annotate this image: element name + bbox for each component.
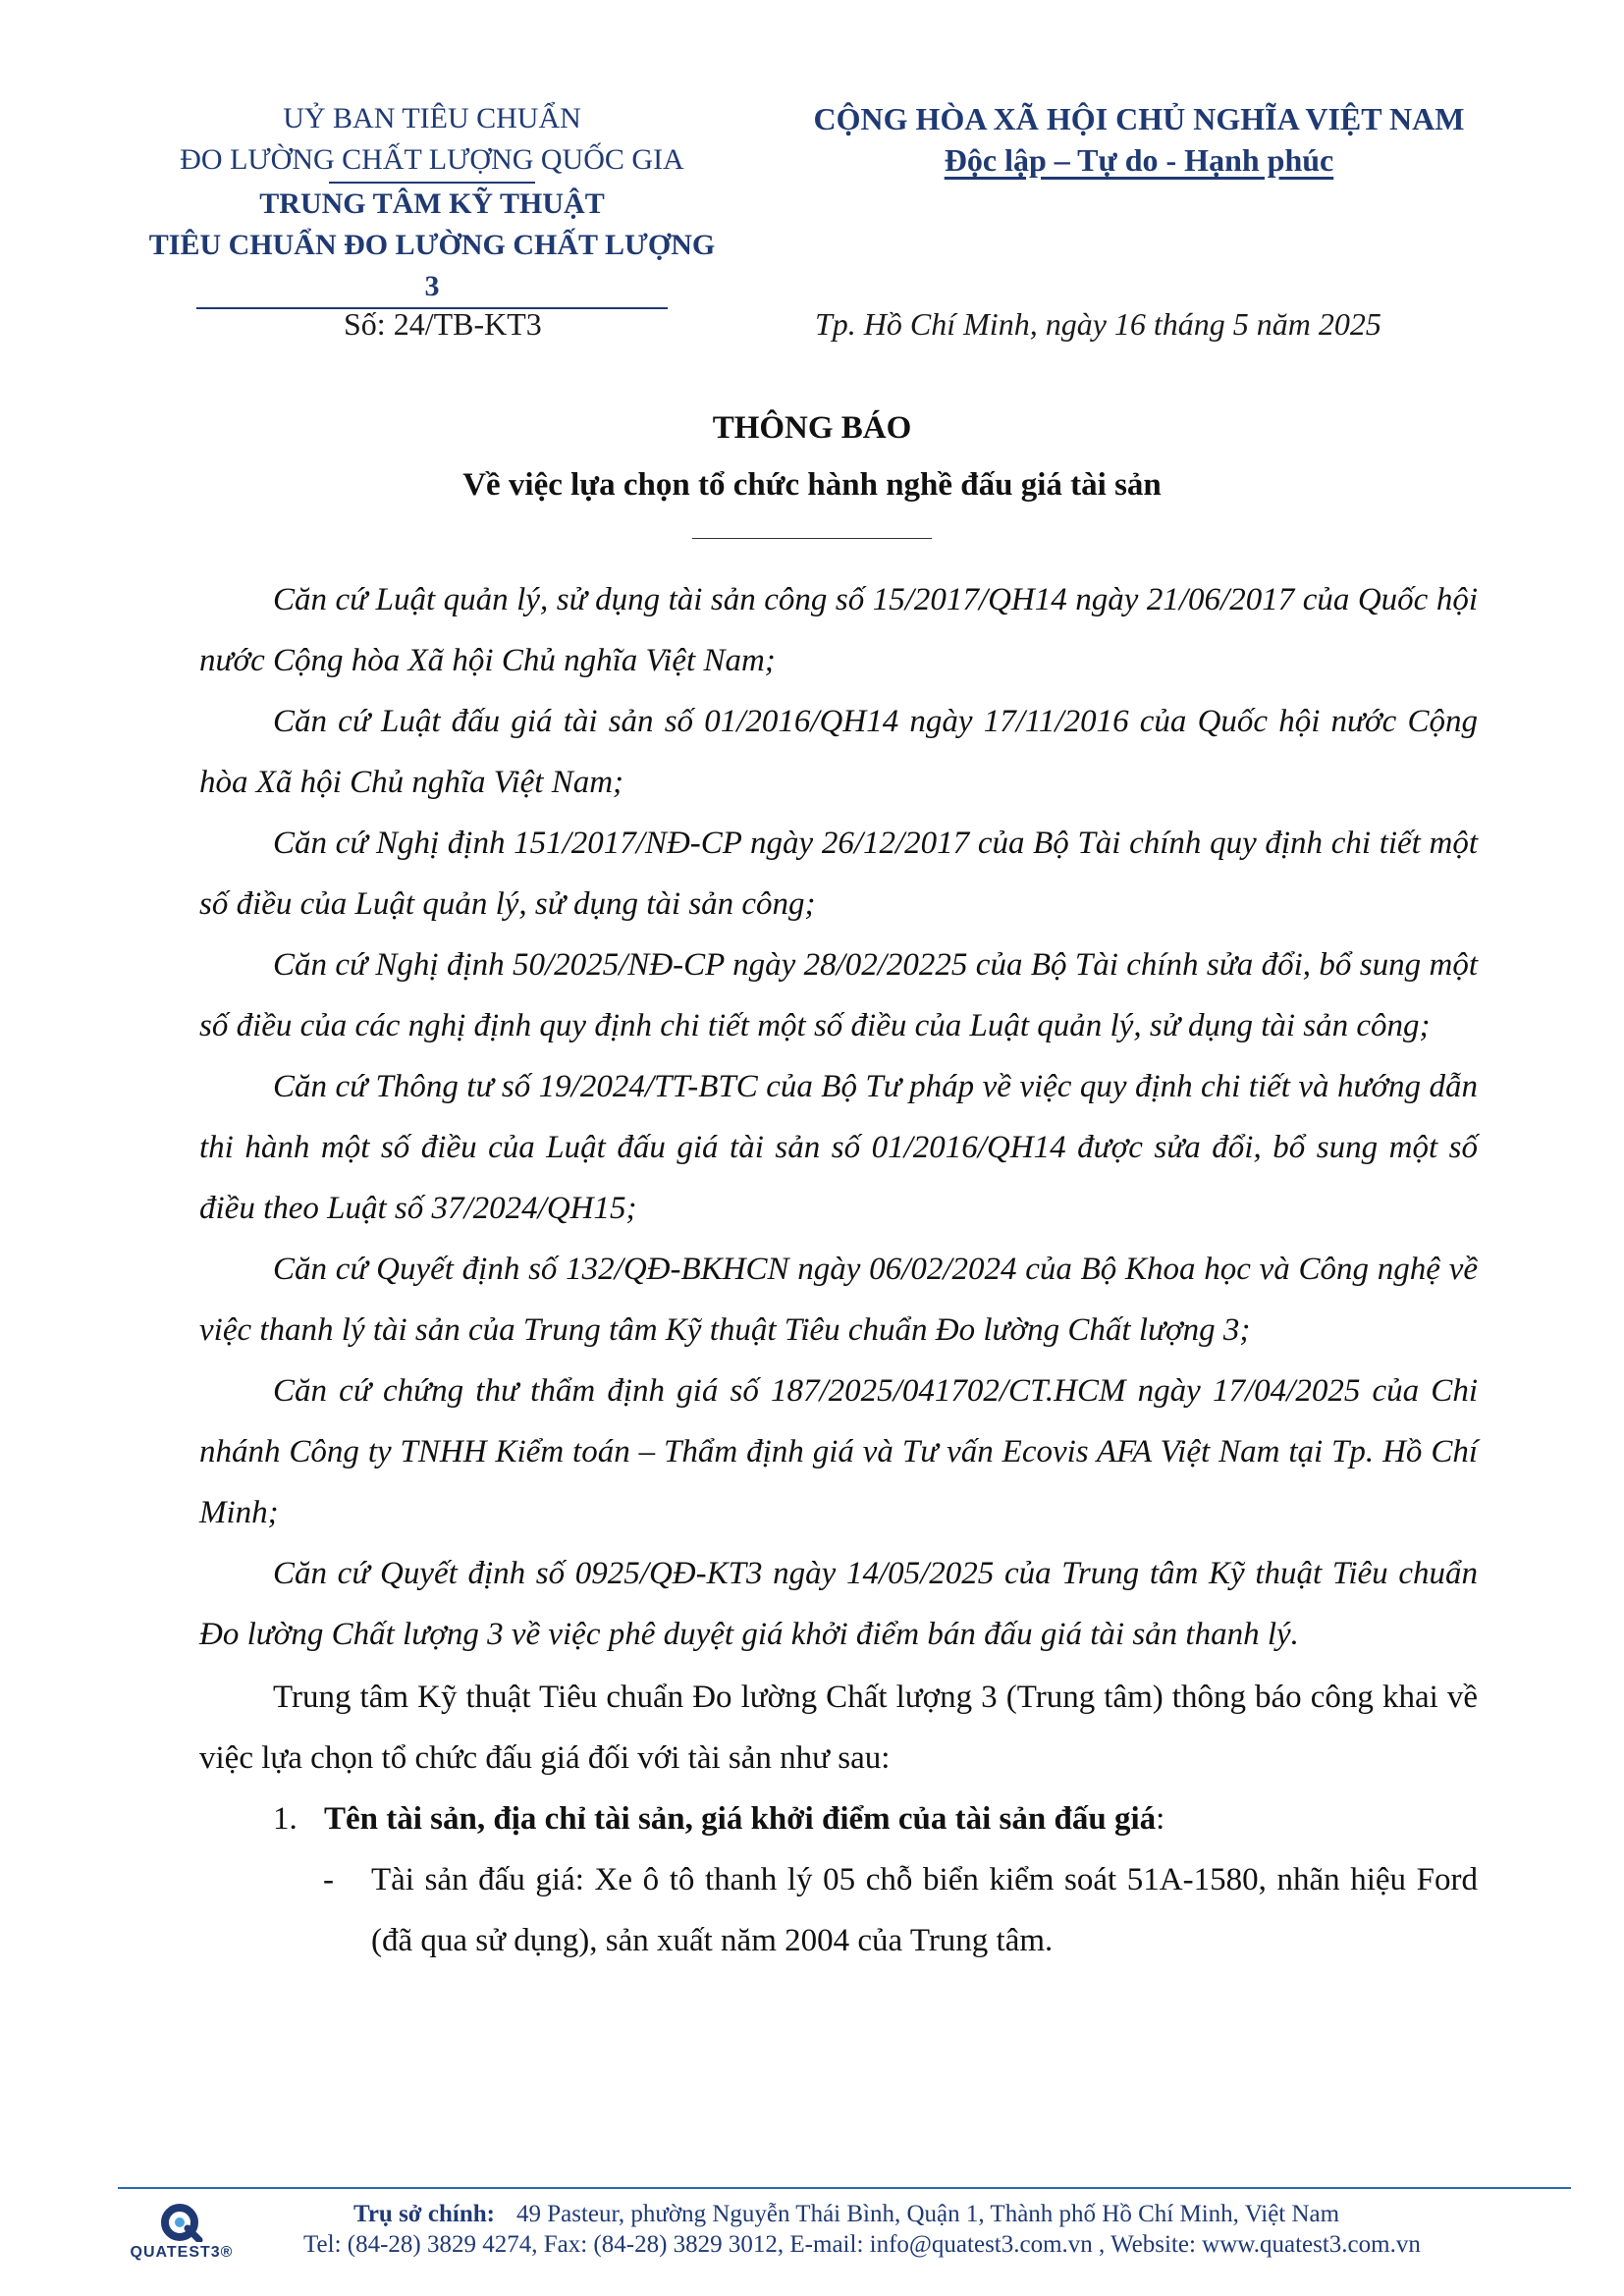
quatest3-logo-icon	[160, 2203, 203, 2242]
head-office-address: 49 Pasteur, phường Nguyễn Thái Bình, Quận 1, Thành phố Hồ Chí Minh, Việt Nam	[515, 2201, 1340, 2227]
agency-line-3: TRUNG TÂM KỸ THUẬT	[259, 187, 605, 220]
agency-line-2: ĐO LƯỜNG CHẤT LƯỢNG QUỐC GIA	[180, 143, 684, 176]
section-1-number: 1.	[273, 1801, 298, 1837]
place-and-date: Tp. Hồ Chí Minh, ngày 16 tháng 5 năm 2025	[815, 306, 1381, 342]
legal-basis-1: Căn cứ Luật quản lý, sử dụng tài sản công số 15/2017/QH14 ngày 21/06/2017 của Quốc hội nước Cộng hòa Xã hội Chủ nghĩa Việt Nam;	[199, 582, 1478, 678]
legal-basis-2: Căn cứ Luật đấu giá tài sản số 01/2016/QH14 ngày 17/11/2016 của Quốc hội nước Cộng hòa Xã hội Chủ nghĩa Việt Nam;	[199, 704, 1478, 800]
national-title: CỘNG HÒA XÃ HỘI CHỦ NGHĨA VIỆT NAM	[813, 101, 1465, 136]
legal-basis-3: Căn cứ Nghị định 151/2017/NĐ-CP ngày 26/12/2017 của Bộ Tài chính quy định chi tiết một số điều của Luật quản lý, sử dụng tài sản công;	[199, 826, 1478, 922]
document-number: Số: 24/TB-KT3	[344, 306, 542, 342]
section-1-colon: :	[1156, 1801, 1165, 1837]
national-title-block	[776, 98, 1502, 181]
quatest3-logo	[118, 2203, 245, 2271]
asset-description: Tài sản đấu giá: Xe ô tô thanh lý 05 chỗ biển kiểm soát 51A-1580, nhãn hiệu Ford (đã qua sử dụng), sản xuất năm 2004 của Trung tâm.	[371, 1862, 1478, 1958]
title-divider	[692, 538, 932, 539]
legal-basis-5: Căn cứ Thông tư số 19/2024/TT-BTC của Bộ Tư pháp về việc quy định chi tiết và hướng dẫn thi hành một số điều của Luật đấu giá tài sản số 01/2016/QH14 được sửa đổi, bổ sung một số điều theo Luật số 37/2024/QH15;	[199, 1069, 1478, 1226]
logo-wordmark: QUATEST3®	[130, 2244, 234, 2261]
notice-paragraph: Trung tâm Kỹ thuật Tiêu chuẩn Đo lường Chất lượng 3 (Trung tâm) thông báo công khai về việc lựa chọn tổ chức đấu giá đối với tài sản như sau:	[199, 1680, 1478, 1776]
section-1-title: Tên tài sản, địa chỉ tài sản, giá khởi điểm của tài sản đấu giá	[324, 1801, 1157, 1837]
bullet-dash: -	[323, 1862, 334, 1897]
footer-contact: Tel: (84-28) 3829 4274, Fax: (84-28) 3829 3012, E-mail: info@quatest3.com.vn , Website: www.quatest3.com.vn	[303, 2231, 1421, 2258]
head-office-label: Trụ sở chính:	[353, 2201, 495, 2227]
agency-line-1: UỶ BAN TIÊU CHUẨN	[283, 102, 581, 134]
legal-basis-7: Căn cứ chứng thư thẩm định giá số 187/2025/041702/CT.HCM ngày 17/04/2025 của Chi nhánh Công ty TNHH Kiểm toán – Thẩm định giá và Tư vấn Ecovis AFA Việt Nam tại Tp. Hồ Chí Minh;	[199, 1373, 1478, 1530]
issuing-agency-block	[147, 98, 717, 309]
document-title: THÔNG BÁO	[712, 410, 912, 446]
footer-divider	[118, 2187, 1571, 2189]
agency-line-4: TIÊU CHUẨN ĐO LƯỜNG CHẤT LƯỢNG 3	[148, 229, 716, 302]
legal-basis-8: Căn cứ Quyết định số 0925/QĐ-KT3 ngày 14/05/2025 của Trung tâm Kỹ thuật Tiêu chuẩn Đo lường Chất lượng 3 về việc phê duyệt giá khởi điểm bán đấu giá tài sản thanh lý.	[199, 1556, 1478, 1652]
document-body	[199, 569, 1478, 1971]
section-1-heading	[273, 1789, 1478, 1849]
asset-bullet	[199, 1849, 1478, 1971]
document-subtitle: Về việc lựa chọn tổ chức hành nghề đấu giá tài sản	[462, 467, 1162, 503]
national-motto: Độc lập – Tự do - Hạnh phúc	[944, 142, 1334, 178]
footer-address	[353, 2201, 1339, 2228]
legal-basis-4: Căn cứ Nghị định 50/2025/NĐ-CP ngày 28/02/20225 của Bộ Tài chính sửa đổi, bổ sung một số điều của các nghị định quy định chi tiết một số điều của Luật quản lý, sử dụng tài sản công;	[199, 947, 1478, 1043]
legal-basis-6: Căn cứ Quyết định số 132/QĐ-BKHCN ngày 06/02/2024 của Bộ Khoa học và Công nghệ về việc thanh lý tài sản của Trung tâm Kỹ thuật Tiêu chuẩn Đo lường Chất lượng 3;	[199, 1252, 1478, 1348]
